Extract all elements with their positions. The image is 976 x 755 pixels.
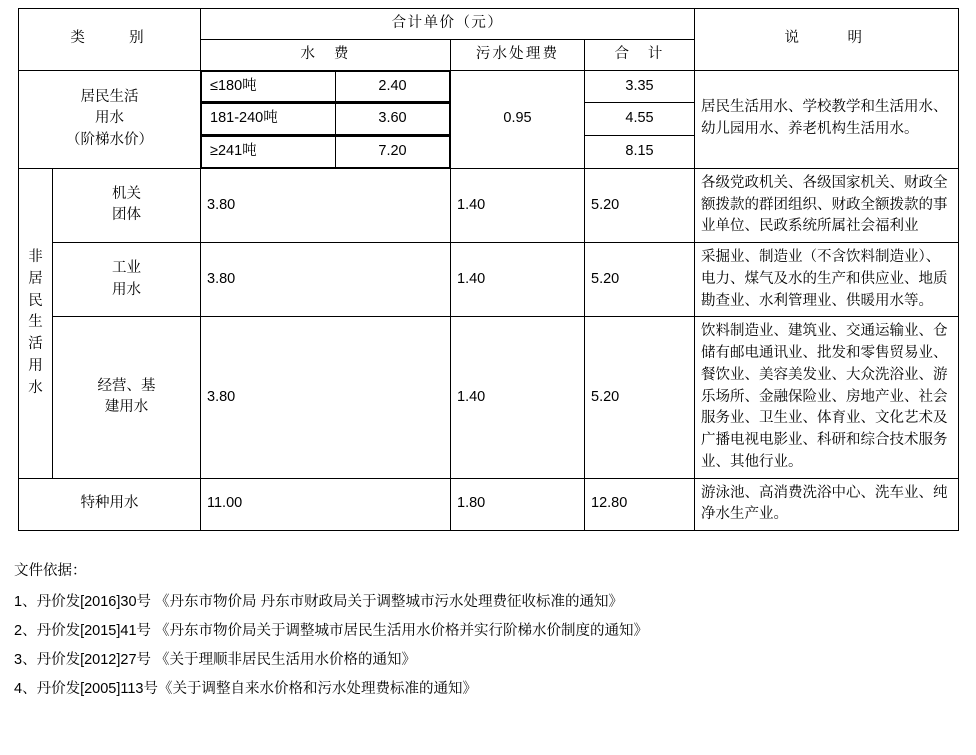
category-residential-line-1: 居民生活 xyxy=(80,88,139,105)
category-non-residential xyxy=(19,168,53,478)
commercial-note: 饮料制造业、建筑业、交通运输业、仓储有邮电通讯业、批发和零售贸易业、餐饮业、美容美发业、大众洗浴业、游乐场所、金融保险业、房地产业、社会服务业、卫生业、体育业、文化艺术及广播电视电影业、科研和综合技术服务业、其他行业。 xyxy=(695,317,959,478)
sub-category-commercial xyxy=(53,317,201,478)
document-page xyxy=(0,8,976,755)
footnote-title: 文件依据： xyxy=(14,563,87,579)
residential-tier-3-total: 8.15 xyxy=(585,136,695,169)
residential-note: 居民生活用水、学校教学和生活用水、幼儿园用水、养老机构生活用水。 xyxy=(695,70,959,168)
commercial-sewage-fee: 1.40 xyxy=(451,317,585,478)
header-note: 说 明 xyxy=(695,9,959,71)
industrial-water-fee: 3.80 xyxy=(201,243,451,317)
industrial-note: 采掘业、制造业（不含饮料制造业）、电力、煤气及水的生产和供应业、地质勘查业、水利管理业、供暖用水等。 xyxy=(695,243,959,317)
header-total: 合 计 xyxy=(585,39,695,70)
commercial-total: 5.20 xyxy=(585,317,695,478)
footnote-item-2: 2、丹价发[2015]41号 《丹东市物价局关于调整城市居民生活用水价格并实行阶梯水价制度的通知》 xyxy=(14,623,649,639)
residential-tier-1-inner xyxy=(201,71,450,103)
special-note: 游泳池、高消费洗浴中心、洗车业、纯净水生产业。 xyxy=(695,478,959,531)
sub-category-industrial xyxy=(53,243,201,317)
header-total-price: 合计单价（元） xyxy=(201,9,695,40)
residential-tier-3-range: ≥241吨 xyxy=(202,137,336,168)
category-non-residential-char-3: 民 xyxy=(28,292,43,309)
sub-category-industrial-line-1: 工业 xyxy=(112,259,141,276)
residential-tier-1-total: 3.35 xyxy=(585,70,695,103)
table-row-commercial xyxy=(19,317,959,478)
category-special: 特种用水 xyxy=(19,478,201,531)
residential-tier-2-water-fee: 3.60 xyxy=(336,104,450,135)
category-non-residential-char-4: 生 xyxy=(28,314,43,331)
footnote-item-3: 3、丹价发[2012]27号 《关于理顺非居民生活用水价格的通知》 xyxy=(14,652,417,668)
document-footnotes xyxy=(14,557,976,704)
residential-tier-1-cell xyxy=(201,70,451,103)
residential-sewage-fee: 0.95 xyxy=(451,70,585,168)
residential-tier-3-inner xyxy=(201,136,450,168)
residential-tier-2-inner xyxy=(201,103,450,135)
footnote-item-1: 1、丹价发[2016]30号 《丹东市物价局 丹东市财政局关于调整城市污水处理费征收标准的通知》 xyxy=(14,594,624,610)
government-total: 5.20 xyxy=(585,168,695,242)
sub-category-government xyxy=(53,168,201,242)
sub-category-commercial-line-2: 建用水 xyxy=(104,399,149,416)
residential-tier-1-water-fee: 2.40 xyxy=(336,71,450,102)
category-non-residential-char-5: 活 xyxy=(28,336,43,352)
residential-tier-2-range: 181-240吨 xyxy=(202,104,336,135)
table-row-residential-tier-1 xyxy=(19,70,959,103)
residential-tier-1-range: ≤180吨 xyxy=(202,71,336,102)
header-sewage-fee: 污水处理费 xyxy=(451,39,585,70)
header-water-fee: 水 费 xyxy=(201,39,451,70)
water-price-table xyxy=(18,8,959,531)
table-header-row-1 xyxy=(19,9,959,40)
special-total: 12.80 xyxy=(585,478,695,531)
special-sewage-fee: 1.80 xyxy=(451,478,585,531)
category-residential-line-2: 用水 xyxy=(95,110,124,127)
industrial-total: 5.20 xyxy=(585,243,695,317)
table-row-special xyxy=(19,478,959,531)
footnote-item-4: 4、丹价发[2005]113号《关于调整自来水价格和污水处理费标准的通知》 xyxy=(14,681,477,697)
category-non-residential-char-1: 非 xyxy=(28,249,43,265)
category-non-residential-char-7: 水 xyxy=(28,379,43,396)
government-water-fee: 3.80 xyxy=(201,168,451,242)
government-sewage-fee: 1.40 xyxy=(451,168,585,242)
residential-tier-2-cell xyxy=(201,103,451,136)
government-note: 各级党政机关、各级国家机关、财政全额拨款的群团组织、财政全额拨款的事业单位、民政系统所属社会福利业 xyxy=(695,168,959,242)
industrial-sewage-fee: 1.40 xyxy=(451,243,585,317)
residential-tier-2-total: 4.55 xyxy=(585,103,695,136)
table-row-government xyxy=(19,168,959,242)
category-non-residential-char-2: 居 xyxy=(28,270,43,287)
residential-tier-3-cell xyxy=(201,136,451,169)
special-water-fee: 11.00 xyxy=(201,478,451,531)
sub-category-government-line-1: 机关 xyxy=(112,185,141,202)
sub-category-government-line-2: 团体 xyxy=(112,207,141,224)
category-residential xyxy=(19,70,201,168)
commercial-water-fee: 3.80 xyxy=(201,317,451,478)
category-non-residential-char-6: 用 xyxy=(28,357,43,374)
category-residential-line-3: （阶梯水价） xyxy=(66,132,153,148)
table-row-industrial xyxy=(19,243,959,317)
sub-category-commercial-line-1: 经营、基 xyxy=(97,377,156,394)
residential-tier-3-water-fee: 7.20 xyxy=(336,137,450,168)
sub-category-industrial-line-2: 用水 xyxy=(112,281,141,298)
header-category: 类 别 xyxy=(19,9,201,71)
